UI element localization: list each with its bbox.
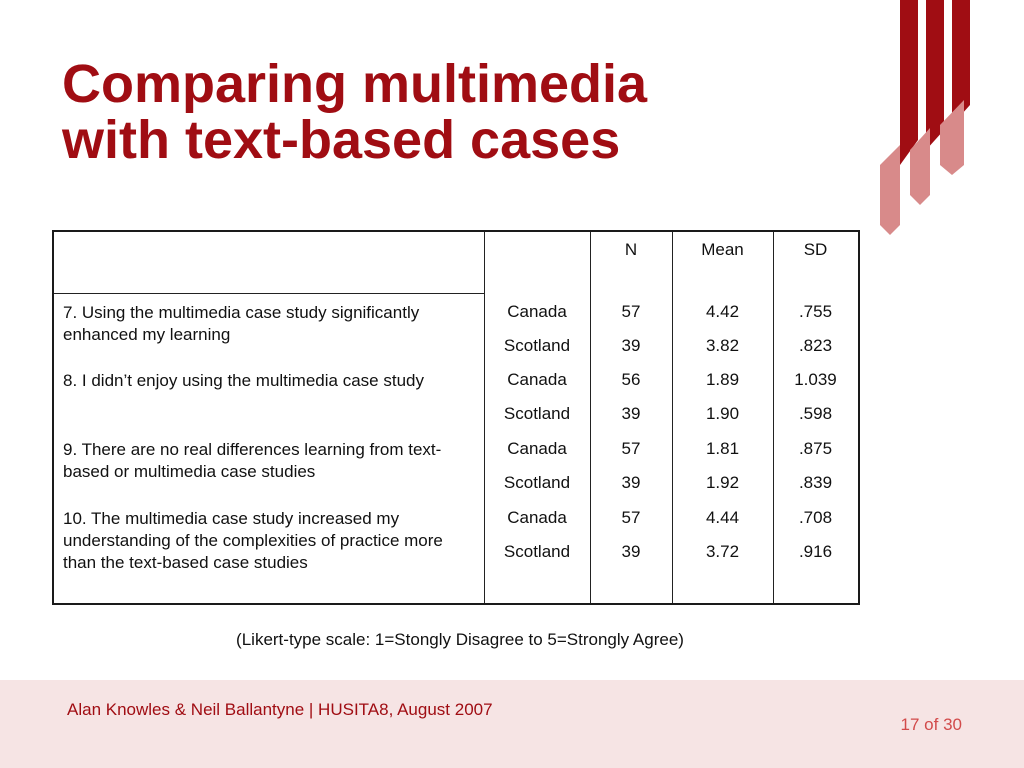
- n-cell: 57: [621, 302, 641, 321]
- question-7: 7. Using the multimedia case study significantly enhanced my learning: [63, 303, 420, 344]
- question-9: 9. There are no real differences learning from text-based or multimedia case studies: [63, 440, 442, 481]
- slide-title-line-2: with text-based cases: [62, 110, 621, 170]
- mean-cell: 4.42: [705, 302, 740, 321]
- ribbon-decoration: [870, 0, 1024, 240]
- country-cell: Canada: [507, 508, 567, 527]
- n-cell: 56: [621, 370, 641, 389]
- sd-cell: .598: [798, 404, 833, 423]
- country-cell: Scotland: [503, 404, 571, 423]
- country-cell: Scotland: [503, 336, 571, 355]
- sd-cell: 1.039: [794, 370, 837, 389]
- country-cell: Scotland: [503, 542, 571, 561]
- sd-cell: .916: [798, 542, 833, 561]
- header-rule: [54, 293, 484, 294]
- header-n: N: [624, 240, 638, 259]
- footer-bar: [0, 680, 1024, 768]
- header-sd: SD: [803, 240, 828, 259]
- n-cell: 39: [621, 542, 641, 561]
- country-cell: Canada: [507, 439, 567, 458]
- n-cell: 57: [621, 508, 641, 527]
- country-cell: Canada: [507, 370, 567, 389]
- mean-cell: 1.92: [705, 473, 740, 492]
- n-cell: 57: [621, 439, 641, 458]
- sd-cell: .708: [798, 508, 833, 527]
- sd-cell: .823: [798, 336, 833, 355]
- mean-cell: 1.89: [705, 370, 740, 389]
- mean-cell: 3.72: [705, 542, 740, 561]
- mean-cell: 1.90: [705, 404, 740, 423]
- mean-cell: 3.82: [705, 336, 740, 355]
- footer-credit: Alan Knowles & Neil Ballantyne | HUSITA8, August 2007: [67, 700, 493, 719]
- page-number: 17 of 30: [900, 715, 962, 734]
- sd-cell: .755: [798, 302, 833, 321]
- sd-cell: .839: [798, 473, 833, 492]
- sd-cell: .875: [798, 439, 833, 458]
- country-cell: Canada: [507, 302, 567, 321]
- n-cell: 39: [621, 473, 641, 492]
- header-mean: Mean: [701, 240, 744, 259]
- scale-footnote: (Likert-type scale: 1=Stongly Disagree to 5=Strongly Agree): [236, 630, 684, 649]
- question-8: 8. I didn’t enjoy using the multimedia case study: [63, 371, 424, 390]
- results-table: [52, 230, 860, 605]
- n-cell: 39: [621, 336, 641, 355]
- slide-title: [62, 56, 647, 168]
- mean-cell: 4.44: [705, 508, 740, 527]
- slide-title-line-1: Comparing multimedia: [62, 54, 648, 114]
- question-10: 10. The multimedia case study increased my understanding of the complexities of practice more than the text-based case studies: [63, 509, 443, 572]
- n-cell: 39: [621, 404, 641, 423]
- mean-cell: 1.81: [705, 439, 740, 458]
- country-cell: Scotland: [503, 473, 571, 492]
